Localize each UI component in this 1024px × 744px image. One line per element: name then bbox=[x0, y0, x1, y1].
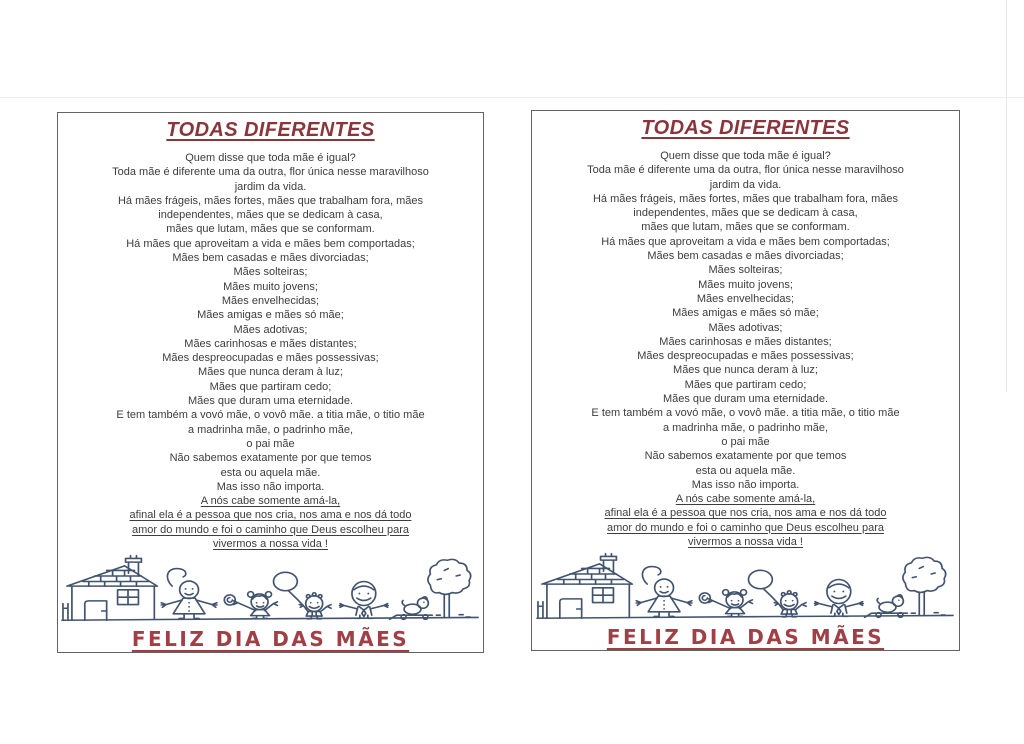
poem bbox=[58, 151, 483, 551]
poem-line: Há mães que aproveitam a vida e mães bem comportadas; bbox=[601, 235, 890, 248]
poem-line: Mães amigas e mães só mãe; bbox=[197, 309, 344, 322]
poem-line: Mães despreocupadas e mães possessivas; bbox=[162, 352, 379, 365]
poem-line: amor do mundo e foi o caminho que Deus escolheu para bbox=[131, 523, 409, 536]
family-illustration bbox=[59, 552, 482, 623]
poem-line: Mães amigas e mães só mãe; bbox=[672, 307, 819, 320]
poem-line: A nós cabe somente amá-la, bbox=[675, 493, 816, 506]
poem-line: Toda mãe é diferente uma da outra, flor única nesse maravilhoso bbox=[112, 166, 429, 179]
poem-line: Mães bem casadas e mães divorciadas; bbox=[647, 250, 844, 263]
poem-line: Mães envelhecidas; bbox=[221, 294, 320, 307]
poem-line: Mães que nunca deram à luz; bbox=[198, 366, 343, 379]
card-title: TODAS DIFERENTES bbox=[166, 119, 375, 141]
poem-line: Mães que duram uma eternidade. bbox=[187, 395, 354, 408]
poem-line: Mães solteiras; bbox=[708, 264, 783, 277]
poem-line: Quem disse que toda mãe é igual? bbox=[660, 150, 831, 162]
poem-line: afinal ela é a pessoa que nos cria, nos ama e nos dá todo bbox=[129, 509, 412, 522]
poem-line: amor do mundo e foi o caminho que Deus escolheu para bbox=[606, 521, 884, 534]
poem-line: afinal ela é a pessoa que nos cria, nos ama e nos dá todo bbox=[604, 507, 887, 520]
family-illustration bbox=[534, 550, 957, 621]
poem-line: Mas isso não importa. bbox=[216, 480, 325, 493]
poem-line: Não sabemos exatamente por que temos bbox=[169, 452, 372, 465]
poem-line: Mães que partiram cedo; bbox=[209, 380, 332, 393]
poem-line: Não sabemos exatamente por que temos bbox=[644, 450, 847, 463]
poem-line: independentes, mães que se dedicam à casa, bbox=[633, 207, 858, 220]
poem-line: vivermos a nossa vida ! bbox=[213, 538, 328, 551]
poem-line: jardim da vida. bbox=[234, 180, 307, 193]
scan-artifact-line bbox=[0, 97, 1024, 98]
poem-line: Há mães frágeis, mães fortes, mães que trabalham fora, mães bbox=[117, 194, 424, 207]
poem-line: vivermos a nossa vida ! bbox=[688, 536, 803, 549]
mothers-day-card bbox=[531, 110, 960, 651]
poem-line: esta ou aquela mãe. bbox=[220, 466, 321, 479]
poem-line: o pai mãe bbox=[246, 437, 295, 450]
card-footer: FELIZ DIA DAS MÃES bbox=[131, 627, 410, 652]
poem-line: mães que lutam, mães que se conformam. bbox=[166, 223, 375, 236]
poem-line: Mães carinhosas e mães distantes; bbox=[184, 337, 357, 350]
poem-line: Mães despreocupadas e mães possessivas; bbox=[637, 350, 854, 363]
poem-line: Mães que nunca deram à luz; bbox=[673, 364, 818, 377]
poem-line: o pai mãe bbox=[721, 435, 770, 448]
poem-line: E tem também a vovó mãe, o vovô mãe. a titia mãe, o titio mãe bbox=[591, 407, 900, 420]
poem-line: Quem disse que toda mãe é igual? bbox=[185, 152, 356, 164]
poem-line: Mães muito jovens; bbox=[698, 278, 793, 291]
poem-line: Mães que duram uma eternidade. bbox=[662, 393, 829, 406]
poem-line: Mães muito jovens; bbox=[223, 280, 318, 293]
poem-line: Mães bem casadas e mães divorciadas; bbox=[172, 252, 369, 265]
poem-line: Mães carinhosas e mães distantes; bbox=[659, 335, 832, 348]
poem-line: esta ou aquela mãe. bbox=[695, 464, 796, 477]
poem-line: Mães adotivas; bbox=[708, 321, 783, 334]
poem-line: Mães envelhecidas; bbox=[696, 292, 795, 305]
card-footer: FELIZ DIA DAS MÃES bbox=[606, 625, 885, 650]
poem-line: mães que lutam, mães que se conformam. bbox=[641, 221, 850, 234]
poem-line: Há mães frágeis, mães fortes, mães que trabalham fora, mães bbox=[592, 192, 899, 205]
poem-line: a madrinha mãe, o padrinho mãe, bbox=[662, 421, 829, 434]
poem-line: Mães que partiram cedo; bbox=[684, 378, 807, 391]
poem-line: Há mães que aproveitam a vida e mães bem comportadas; bbox=[126, 237, 415, 250]
card-title: TODAS DIFERENTES bbox=[641, 117, 850, 139]
poem-line: A nós cabe somente amá-la, bbox=[200, 495, 341, 508]
poem-line: jardim da vida. bbox=[709, 178, 782, 191]
mothers-day-card bbox=[57, 112, 484, 653]
poem-line: a madrinha mãe, o padrinho mãe, bbox=[187, 423, 354, 436]
poem-line: Mães solteiras; bbox=[233, 266, 308, 279]
poem bbox=[532, 149, 959, 549]
poem-line: Mães adotivas; bbox=[233, 323, 308, 336]
scan-artifact-line bbox=[1006, 0, 1007, 392]
poem-line: Mas isso não importa. bbox=[691, 478, 800, 491]
poem-line: Toda mãe é diferente uma da outra, flor única nesse maravilhoso bbox=[587, 164, 904, 177]
poem-line: E tem também a vovó mãe, o vovô mãe. a titia mãe, o titio mãe bbox=[116, 409, 425, 422]
poem-line: independentes, mães que se dedicam à casa, bbox=[158, 209, 383, 222]
